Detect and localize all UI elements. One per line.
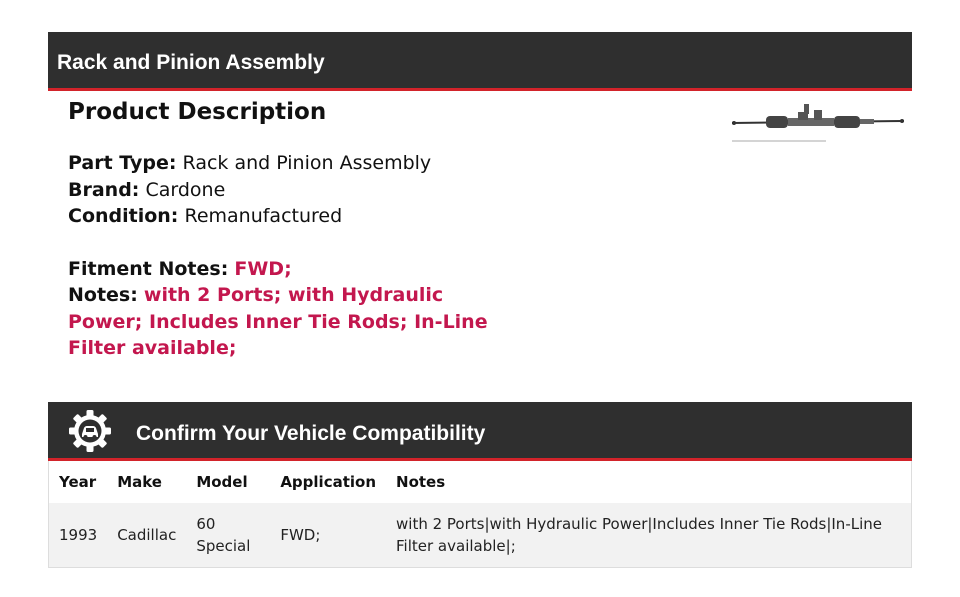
cell-notes: with 2 Ports|with Hydraulic Power|Includes Inner Tie Rods|In-Line Filter available|;	[386, 503, 911, 567]
condition-value: Remanufactured	[184, 205, 343, 227]
part-type-label: Part Type:	[68, 152, 177, 174]
compatibility-table	[48, 461, 912, 568]
rack-and-pinion-image	[728, 100, 908, 150]
fitment-value: FWD;	[234, 257, 292, 280]
brand-label: Brand:	[68, 178, 140, 201]
table-row	[49, 503, 911, 567]
col-make: Make	[117, 473, 162, 491]
col-notes: Notes	[396, 473, 446, 491]
compatibility-bar	[48, 402, 912, 461]
fitment-label: Fitment Notes:	[68, 257, 229, 280]
part-type-value: Rack and Pinion Assembly	[182, 152, 432, 174]
cell-year: 1993	[49, 503, 107, 567]
cell-model: 60 Special	[186, 503, 270, 567]
col-model: Model	[196, 473, 248, 491]
compatibility-title: Confirm Your Vehicle Compatibility	[136, 422, 486, 445]
gear-car-icon	[69, 410, 111, 452]
col-year: Year	[59, 473, 97, 491]
description-heading: Product Description	[68, 99, 327, 125]
product-description	[68, 96, 488, 362]
table-header-row	[49, 461, 911, 503]
cell-application: FWD;	[270, 503, 386, 567]
brand-value: Cardone	[145, 178, 226, 201]
col-application: Application	[280, 473, 377, 491]
spec-fitment-notes	[68, 256, 488, 283]
spec-list	[68, 150, 488, 230]
spec-notes	[68, 282, 488, 362]
spec-part-type	[68, 150, 488, 177]
cell-make: Cadillac	[107, 503, 186, 567]
spec-brand	[68, 177, 488, 204]
spec-condition	[68, 203, 488, 230]
title-bar	[48, 32, 912, 91]
notes-list	[68, 256, 488, 362]
condition-label: Condition:	[68, 205, 179, 227]
notes-value: with 2 Ports; with Hydraulic Power; Includes Inner Tie Rods; In-Line Filter available;	[68, 284, 488, 359]
notes-label: Notes:	[68, 284, 138, 306]
page-title: Rack and Pinion Assembly	[57, 51, 325, 74]
